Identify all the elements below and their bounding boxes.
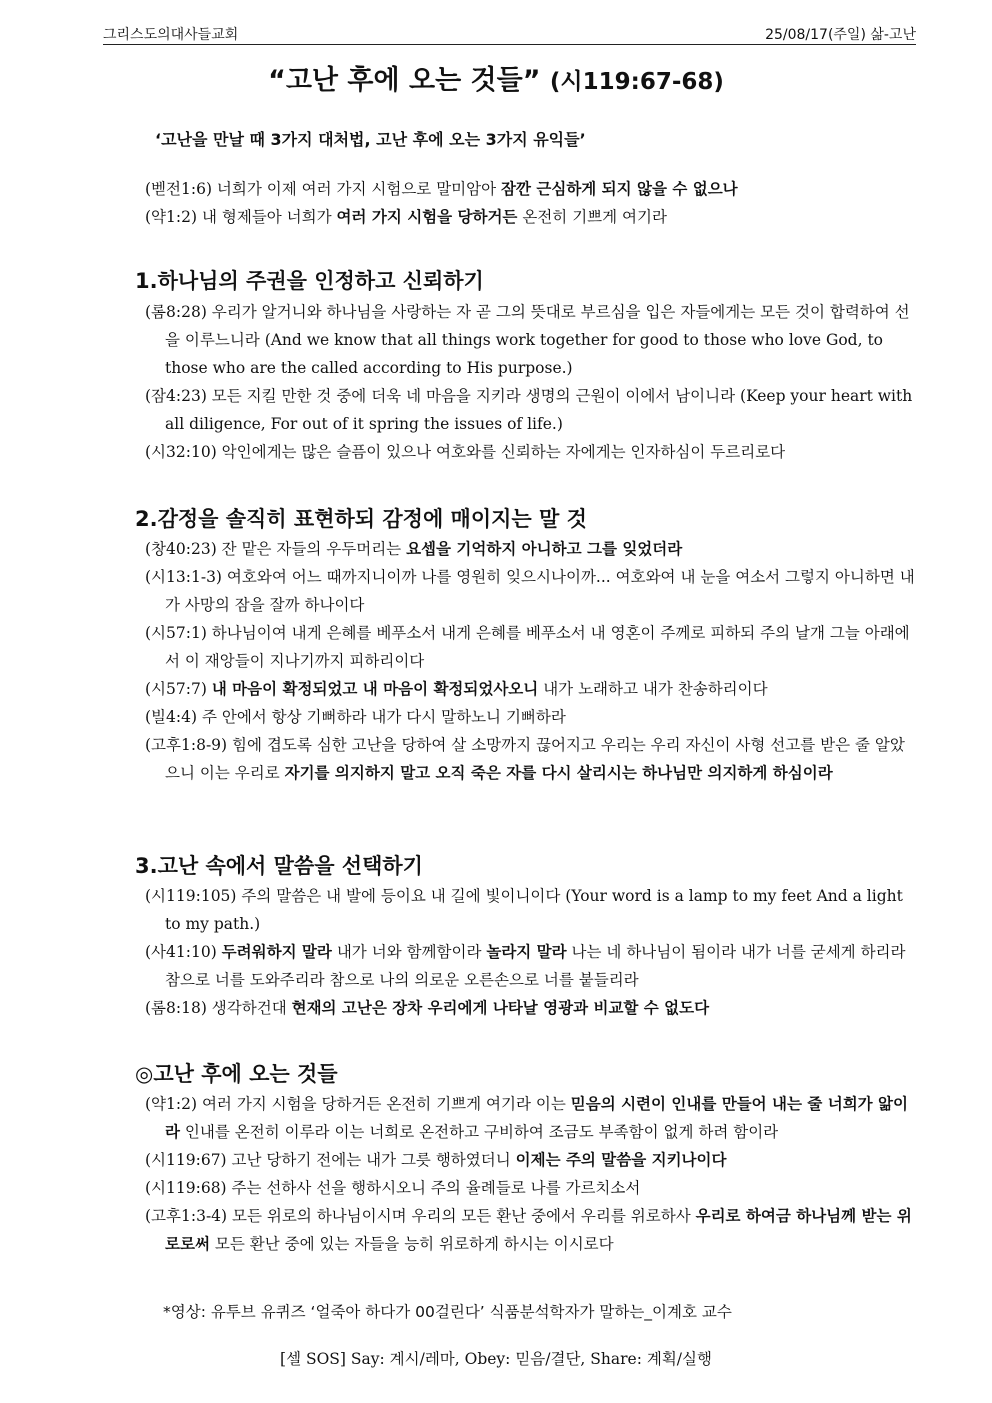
verse: (창40:23) 잔 맡은 자들의 우두머리는 요셉을 기억하지 아니하고 그를 잊었더라	[145, 540, 683, 558]
verse: (시57:1) 하나님이여 내게 은혜를 베푸소서 내게 은혜를 베푸소서 내 영혼이 주께로 피하되 주의 날개 그늘 아래에서 이 재앙들이 지나기까지 피하리이다	[145, 624, 910, 670]
verse: (고후1:8-9) 힘에 겹도록 심한 고난을 당하여 살 소망까지 끊어지고 우리는 우리 자신이 사형 선고를 받은 줄 알았으니 이는 우리로 자기를 의지하지 말고 오직 죽은 자를 다시 살리시는 하나님만 의지하게 하심이라	[145, 736, 905, 782]
verse: (시32:10) 악인에게는 많은 슬픔이 있으나 여호와를 신뢰하는 자에게는 인자하심이 두르리로다	[145, 443, 786, 461]
verse: (사41:10) 두려워하지 말라 내가 너와 함께함이라 놀라지 말라 나는 네 하나님이 됨이라 내가 너를 굳세게 하리라 참으로 너를 도와주리라 참으로 나의 의로운 오른손으로 너를 붙들리라	[145, 943, 906, 989]
section-heading-4: ◎고난 후에 오는 것들	[135, 1062, 338, 1086]
section-heading-2: 2.감정을 솔직히 표현하되 감정에 매이지는 말 것	[135, 507, 587, 531]
verse: (고후1:3-4) 모든 위로의 하나님이시며 우리의 모든 환난 중에서 우리를 위로하사 우리로 하여금 하나님께 받는 위로로써 모든 환난 중에 있는 자들을 능히 위로하게 하시는 이시로다	[145, 1207, 912, 1253]
verse: (시119:68) 주는 선하사 선을 행하시오니 주의 율례들로 나를 가르치소서	[145, 1179, 641, 1197]
sermon-title	[0, 58, 992, 97]
verse: (약1:2) 여러 가지 시험을 당하거든 온전히 기쁘게 여기라 이는 믿음의 시련이 인내를 만들어 내는 줄 너희가 앎이라 인내를 온전히 이루라 이는 너희로 온전하고 구비하여 조금도 부족함이 없게 하려 함이라	[145, 1095, 909, 1141]
verse: (잠4:23) 모든 지킬 만한 것 중에 더욱 네 마음을 지키라 생명의 근원이 이에서 남이니라 (Keep your heart with all diligence, For out of it spring the issues of life.)	[145, 387, 913, 433]
section-1-verses	[145, 298, 917, 466]
verse: (롬8:18) 생각하건대 현재의 고난은 장차 우리에게 나타날 영광과 비교할 수 없도다	[145, 999, 710, 1017]
church-name: 그리스도의대사들교회	[103, 27, 239, 43]
cell-sos-footer: [셀 SOS] Say: 계시/레마, Obey: 믿음/결단, Share: 계획/실행	[280, 1350, 712, 1368]
section-3-verses	[145, 882, 917, 1022]
verse: (시119:105) 주의 말씀은 내 발에 등이요 내 길에 빛이니이다 (Your word is a lamp to my feet And a light to my path.)	[145, 887, 903, 933]
intro-verses	[145, 175, 917, 231]
sermon-subtitle: ‘고난을 만날 때 3가지 대처법, 고난 후에 오는 3가지 유익들’	[155, 130, 586, 149]
verse: (빌4:4) 주 안에서 항상 기뻐하라 내가 다시 말하노니 기뻐하라	[145, 708, 566, 726]
verse: (시57:7) 내 마음이 확정되었고 내 마음이 확정되었사오니 내가 노래하고 내가 찬송하리이다	[145, 680, 768, 698]
title-reference: (시119:67-68)	[549, 69, 724, 95]
verse: (벧전1:6) 너희가 이제 여러 가지 시험으로 말미암아 잠깐 근심하게 되지 않을 수 없으나	[145, 180, 738, 198]
section-heading-3: 3.고난 속에서 말씀을 선택하기	[135, 854, 423, 878]
section-4-verses	[145, 1090, 917, 1258]
section-heading-1: 1.하나님의 주권을 인정하고 신뢰하기	[135, 269, 484, 293]
verse: (시13:1-3) 여호와여 어느 때까지니이까 나를 영원히 잊으시나이까... 여호와여 내 눈을 여소서 그렇지 아니하면 내가 사망의 잠을 잘까 하나이다	[145, 568, 915, 614]
verse: (약1:2) 내 형제들아 너희가 여러 가지 시험을 당하거든 온전히 기쁘게 여기라	[145, 208, 667, 226]
page-header	[103, 22, 916, 45]
verse: (시119:67) 고난 당하기 전에는 내가 그릇 행하였더니 이제는 주의 말씀을 지키나이다	[145, 1151, 727, 1169]
video-note: *영상: 유투브 유퀴즈 ‘얼죽아 하다가 00걸린다’ 식품분석학자가 말하는_이계호 교수	[163, 1303, 732, 1321]
title-main: “고난 후에 오는 것들”	[268, 65, 541, 96]
section-2-verses	[145, 535, 917, 787]
verse: (롬8:28) 우리가 알거니와 하나님을 사랑하는 자 곧 그의 뜻대로 부르심을 입은 자들에게는 모든 것이 합력하여 선을 이루느니라 (And we know that all things work together for good to those who love God, to those who are the called according to His purpose.)	[145, 303, 910, 377]
sermon-date: 25/08/17(주일) 삶-고난	[765, 27, 916, 43]
